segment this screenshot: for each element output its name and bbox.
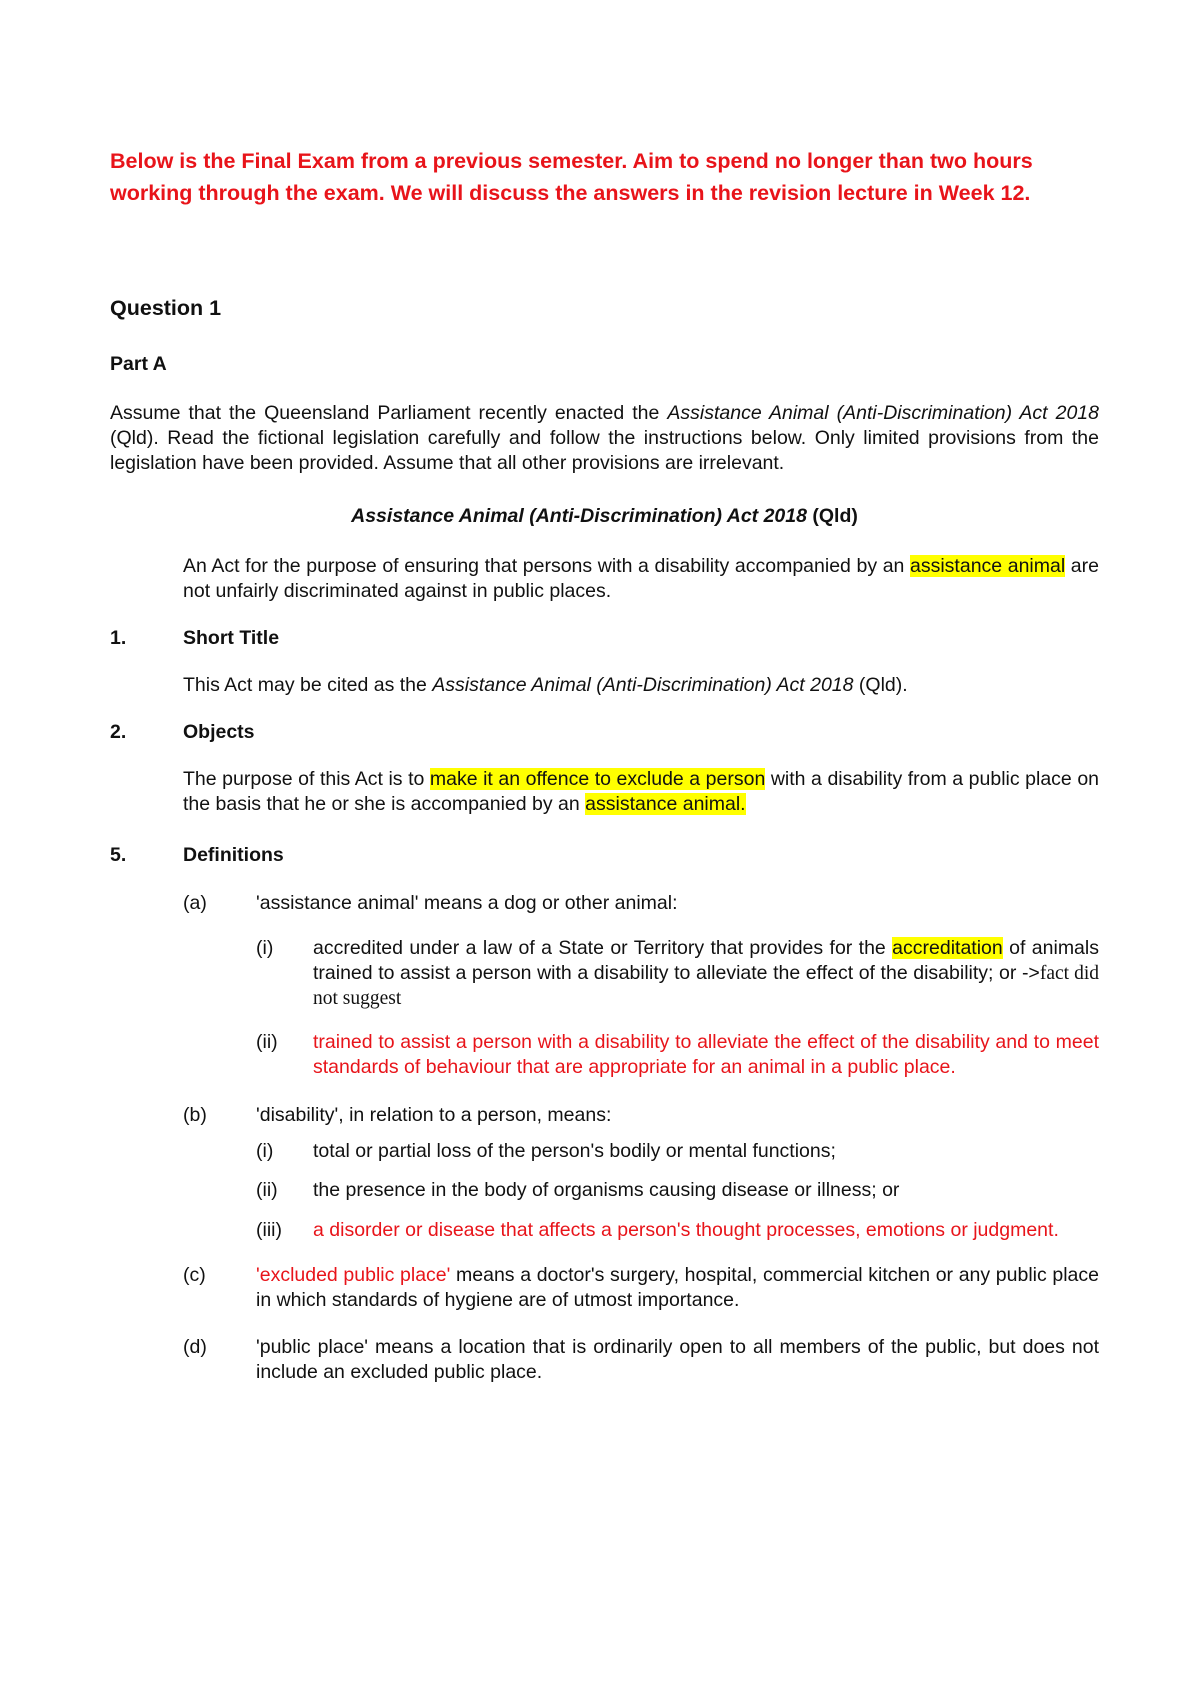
- definition-b-i-text: total or partial loss of the person's bodily or mental functions;: [313, 1140, 836, 1162]
- definition-a-label: (a): [183, 892, 207, 914]
- definition-a-i-text: [313, 936, 1099, 1011]
- preamble-post: are not unfairly discriminated against in public places.: [183, 555, 1099, 602]
- definition-d-label: (d): [183, 1336, 207, 1358]
- a-i-post: of animals trained to assist a person with a disability to alleviate the effect of the disability; or ->: [313, 937, 1099, 984]
- definition-c-body: means a doctor's surgery, hospital, commercial kitchen or any public place in which standards of hygiene are of utmost importance.: [256, 1264, 1099, 1311]
- definition-b-iii-text: a disorder or disease that affects a person's thought processes, emotions or judgment.: [313, 1219, 1059, 1241]
- s2-mid: with a disability from a public place on the basis that he or she is accompanied by an: [183, 768, 1100, 815]
- assume-pre: Assume that the Queensland Parliament recently enacted the: [110, 402, 668, 424]
- definition-c-label: (c): [183, 1264, 206, 1286]
- definition-d: [183, 1335, 1099, 1385]
- definition-a-ii: [256, 1030, 1099, 1080]
- intro-note: Below is the Final Exam from a previous semester. Aim to spend no longer than two hours working through the exam. We will discuss the answers in the revision lecture in Week 12.: [110, 149, 1033, 205]
- act-title-suffix: (Qld): [806, 505, 858, 527]
- definition-b-i: [256, 1139, 1099, 1164]
- assume-post: (Qld). Read the fictional legislation carefully and follow the instructions below. Only limited provisions from the legislation have been provided. Assume that all other provisions are irrelevant.: [110, 427, 1099, 474]
- preamble-pre: An Act for the purpose of ensuring that persons with a disability accompanied by an: [183, 555, 910, 577]
- definition-b-iii-label: (iii): [256, 1219, 282, 1241]
- assume-paragraph: [110, 401, 1099, 476]
- definition-a-i: [256, 936, 1099, 1011]
- s1-post: (Qld).: [853, 674, 908, 696]
- section-2-body: [183, 767, 1099, 817]
- definition-b-i-label: (i): [256, 1140, 274, 1162]
- act-title-name: Assistance Animal (Anti-Discrimination) Act 2018: [351, 505, 807, 527]
- definition-a: [183, 891, 1099, 916]
- definition-b-label: (b): [183, 1104, 207, 1126]
- definition-a-text: 'assistance animal' means a dog or other animal:: [256, 892, 678, 914]
- section-5-heading: [110, 843, 1099, 868]
- definition-c: [183, 1263, 1099, 1313]
- section-5-number: 5.: [110, 844, 127, 866]
- s1-act-name: Assistance Animal (Anti-Discrimination) Act 2018: [432, 674, 854, 696]
- a-i-pre: accredited under a law of a State or Territory that provides for the: [313, 937, 893, 959]
- part-title: Part A: [110, 353, 167, 375]
- s1-pre: This Act may be cited as the: [183, 674, 433, 696]
- section-2-heading: [110, 720, 1099, 745]
- a-i-highlight: accreditation: [892, 937, 1003, 959]
- definition-b-ii-text: the presence in the body of organisms causing disease or illness; or: [313, 1179, 900, 1201]
- section-5-title: Definitions: [183, 844, 284, 866]
- s2-pre: The purpose of this Act is to: [183, 768, 430, 790]
- preamble-highlight: assistance animal: [910, 555, 1066, 577]
- document-content: [110, 145, 1099, 1385]
- act-preamble: [183, 554, 1099, 604]
- assume-act-name: Assistance Animal (Anti-Discrimination) Act 2018: [667, 402, 1099, 424]
- definition-c-term: 'excluded public place': [256, 1264, 451, 1286]
- definition-b-ii-label: (ii): [256, 1179, 278, 1201]
- definition-b-ii: [256, 1178, 1099, 1203]
- section-1-title: Short Title: [183, 627, 280, 649]
- definition-c-text: [256, 1263, 1099, 1313]
- s2-highlight-2: assistance animal.: [585, 793, 746, 815]
- definition-d-text: 'public place' means a location that is ordinarily open to all members of the public, but does not include an excluded public place.: [256, 1336, 1099, 1383]
- section-2-title: Objects: [183, 721, 255, 743]
- definition-b-text: 'disability', in relation to a person, means:: [256, 1104, 612, 1126]
- definition-a-ii-text: trained to assist a person with a disability to alleviate the effect of the disability and to meet standards of behaviour that are appropriate for an animal in a public place.: [313, 1031, 1099, 1078]
- definition-b: [183, 1103, 1099, 1128]
- question-title: Question 1: [110, 296, 222, 320]
- act-title: [110, 504, 1099, 529]
- definition-a-ii-label: (ii): [256, 1031, 278, 1053]
- section-2-number: 2.: [110, 721, 127, 743]
- section-1-number: 1.: [110, 627, 127, 649]
- section-1-heading: [110, 626, 1099, 651]
- a-i-annotation: fact did not suggest: [313, 963, 1100, 1009]
- definition-a-i-label: (i): [256, 937, 274, 959]
- section-1-body: [183, 673, 1099, 698]
- definition-b-iii: [256, 1217, 1099, 1244]
- s2-highlight-1: make it an offence to exclude a person: [429, 768, 766, 790]
